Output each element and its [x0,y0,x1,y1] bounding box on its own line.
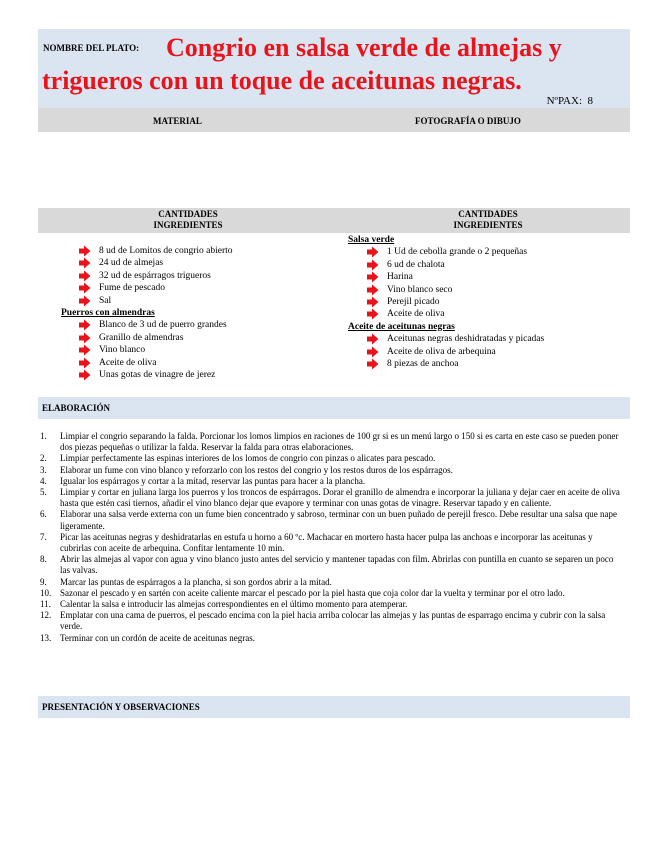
elaboration-step [40,610,625,632]
step-text: Limpiar el congrio separando la falda. Porcionar los lomos limpios en raciones de 100 gr si es un menú largo o 150 si es carta en este caso se pueden poner dos piezas pequeñas o utilizar la falda. Reservar la falda para otras elaboraciones. [60,431,619,453]
ingredient-text: Vino blanco seco [387,284,453,295]
ingredient-text: 8 ud de Lomitos de congrio abierto [99,246,233,256]
step-text: Elaborar una salsa verde externa con un fume bien concentrado y sabroso, terminar con un buen puñado de perejil fresco. Debe resultar una salsa que nape ligeramente. [60,509,618,531]
elaboration-step [40,599,625,610]
ingredient-text: 8 piezas de anchoa [387,359,459,370]
red-arrow-icon [367,358,379,370]
elaboration-step [40,431,625,453]
red-arrow-icon [79,257,91,269]
step-number: 4. [40,475,47,486]
elaboration-step [40,532,625,554]
step-number: 7. [40,531,47,542]
step-text: Limpiar perfectamente las espinas interiores de los lomos de congrio con pinzas o alicates para pescado. [60,453,436,464]
ingredient-item [79,344,233,356]
red-arrow-icon [79,332,91,344]
ingredient-text: Unas gotas de vinagre de jerez [99,370,216,381]
ingredient-item [367,358,544,370]
quantities-heading-left [133,209,243,231]
dish-name-label: NOMBRE DEL PLATO: [43,43,140,53]
ingredient-item [79,295,233,307]
red-arrow-icon [367,259,379,271]
step-text: Marcar las puntas de espárragos a la plancha, si son gordos abrir a la mitad. [60,576,332,587]
step-number: 8. [40,554,47,565]
red-arrow-icon [367,271,379,283]
ingredients-right [348,234,544,370]
quantities-header [38,208,630,233]
ingredient-item [367,284,544,296]
elaboration-step [40,487,625,509]
step-text: Calentar la salsa e introducir las almejas correspondientes en el último momento para atemperar. [60,599,408,610]
sub-heading-aceite: Aceite de aceitunas negras [348,321,455,332]
step-number: 11. [40,599,51,610]
ingredients-title: INGREDIENTES [153,220,223,230]
step-text: Terminar con un cordón de aceite de aceitunas negras. [60,632,256,643]
step-text: Igualar los espárragos y cortar a la mitad, reservar las puntas para hacer a la plancha. [60,475,366,486]
step-number: 5. [40,487,47,498]
ingredient-item [79,332,233,344]
dish-header [38,29,630,108]
red-arrow-icon [367,308,379,320]
ingredient-item [79,245,233,257]
ingredient-text: Harina [387,272,413,283]
presentacion-header [38,696,630,718]
photo-heading: FOTOGRAFÍA O DIBUJO [415,116,521,126]
step-text: Emplatar con una cama de puerros, el pescado encima con la piel hacia arriba colocar las almejas y las puntas de esparrago encima y cubrir con la salsa verde. [60,610,606,632]
elaboration-step [40,577,625,588]
ingredient-text: Fume de pescado [99,283,165,294]
quantities-title: CANTIDADES [158,209,218,219]
ingredient-text: 1 Ud de cebolla grande o 2 pequeñas [387,247,528,258]
red-arrow-icon [79,295,91,307]
step-number: 3. [40,464,47,475]
step-number: 13. [40,632,52,643]
elaboration-step [40,465,625,476]
step-number: 6. [40,509,47,520]
step-text: Sazonar el pescado y en sartén con aceite caliente marcar el pescado por la piel hasta que coja color dar la vuelta y terminar por el otro lado. [60,587,565,598]
sub-heading-puerros: Puerros con almendras [61,308,155,319]
pax-value: 8 [587,95,593,107]
pax-count [547,95,593,107]
ingredient-item [367,333,544,345]
ingredient-item [367,296,544,308]
step-text: Abrir las almejas al vapor con agua y vino blanco justo antes del servicio y mantener tapadas con film. Abrirlas con puntilla en cuanto se separen un poco las valvas. [60,554,614,576]
step-text: Picar las aceitunas negras y deshidratarlas en estufa u horno a 60 ºc. Machacar en mortero hasta hacer pulpa las anchoas e incorporar las aceitunas y cubrirlas con aceite de arbequina. Confitar lentamente 10 min. [60,531,593,554]
step-number: 9. [40,576,47,587]
ingredient-item [367,259,544,271]
red-arrow-icon [367,284,379,296]
red-arrow-icon [367,346,379,358]
step-number: 1. [40,431,47,441]
material-heading: MATERIAL [153,116,202,126]
ingredient-item [79,319,233,331]
red-arrow-icon [79,319,91,331]
elaboration-step [40,476,625,487]
ingredient-text: Aceite de oliva de arbequina [387,346,496,357]
ingredient-text: Aceite de oliva [387,309,445,320]
red-arrow-icon [79,369,91,381]
red-arrow-icon [79,357,91,369]
ingredient-item [79,369,233,381]
step-number: 10. [40,587,52,598]
step-number: 12. [40,610,52,621]
ingredient-text: Aceitunas negras deshidratadas y picadas [387,334,545,345]
ingredient-item [79,257,233,269]
ingredient-item [367,308,544,320]
ingredient-item [367,246,544,258]
ingredient-item [79,282,233,294]
ingredient-text: Aceite de oliva [99,357,157,368]
step-number: 2. [40,453,47,464]
elaboration-step [40,453,625,464]
quantities-heading-right [428,209,548,231]
ingredients-left [61,245,233,381]
elaboration-step [40,633,625,644]
sub-heading-salsa-verde: Salsa verde [348,235,395,245]
red-arrow-icon [79,282,91,294]
dish-name: Congrio en salsa verde de almejas y trigueros con un toque de aceitunas negras. [42,33,562,95]
quantities-title: CANTIDADES [458,209,518,219]
red-arrow-icon [367,246,379,258]
material-photo-header [38,108,630,132]
elaboracion-header [38,397,630,419]
ingredient-text: Granillo de almendras [99,332,184,343]
red-arrow-icon [367,333,379,345]
presentacion-heading: PRESENTACIÓN Y OBSERVACIONES [42,702,200,712]
step-text: Limpiar y cortar en juliana larga los puerros y los troncos de espárragos. Dorar el granillo de almendra e incorporar la juliana y dejar caer en aceite de oliva hasta que estén casi tiernos, añadir el vino blanco dejar que evapore y terminar con unas gotas de vinagre. Reservar tapado y en caliente. [60,487,620,509]
ingredient-text: 32 ud de espárragos trigueros [99,270,211,281]
pax-label: NºPAX: [546,95,582,107]
red-arrow-icon [79,245,91,257]
ingredients-title: INGREDIENTES [453,220,523,230]
elaboration-step [40,509,625,531]
elaboration-step [40,588,625,599]
ingredient-item [79,357,233,369]
red-arrow-icon [367,296,379,308]
ingredient-text: Blanco de 3 ud de puerro grandes [99,320,227,331]
elaboracion-heading: ELABORACIÓN [42,403,111,413]
ingredient-text: 6 ud de chalota [387,259,445,270]
ingredient-text: 24 ud de almejas [99,258,164,269]
elaboration-step [40,554,625,576]
red-arrow-icon [79,344,91,356]
ingredient-item [79,270,233,282]
ingredient-text: Sal [99,295,112,306]
ingredient-text: Vino blanco [99,345,146,356]
ingredient-item [367,346,544,358]
ingredient-item [367,271,544,283]
red-arrow-icon [79,270,91,282]
elaboration-steps [40,431,625,644]
ingredient-text: Perejil picado [387,297,440,308]
step-text: Elaborar un fume con vino blanco y reforzarlo con los restos del congrio y los restos duros de los espárragos. [60,464,453,475]
